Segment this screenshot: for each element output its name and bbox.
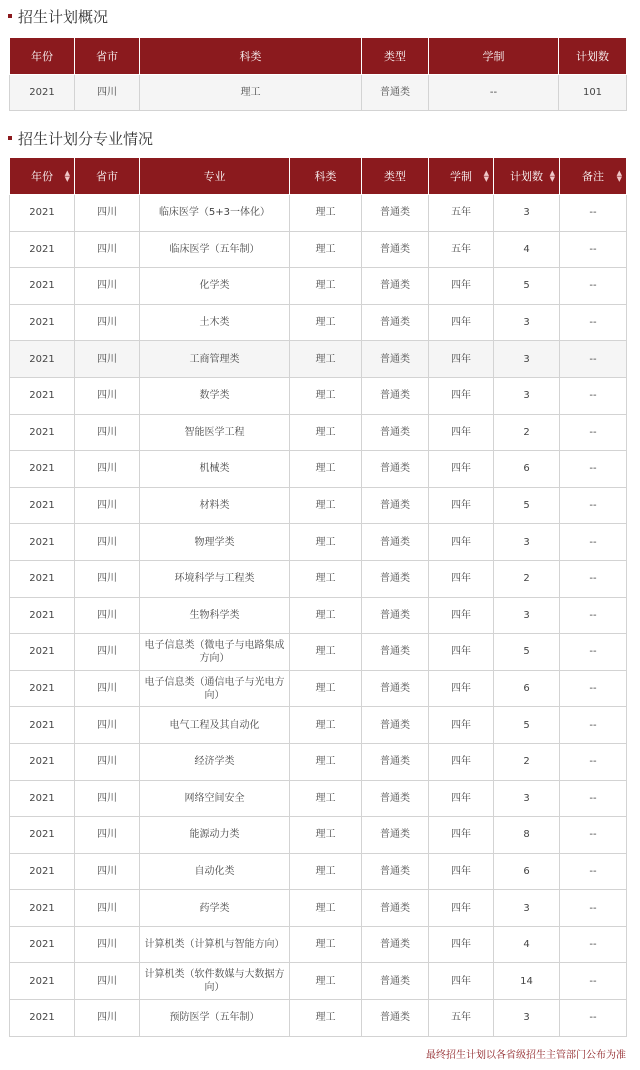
majors-header-plan-count-label: 计划数 xyxy=(510,170,543,183)
majors-header-row xyxy=(10,158,627,195)
table-row xyxy=(10,341,627,378)
table-row xyxy=(10,597,627,634)
table-row xyxy=(10,634,627,671)
cell-type: 普通类 xyxy=(362,268,429,305)
cell-type: 普通类 xyxy=(362,597,429,634)
table-row xyxy=(10,926,627,963)
table-row xyxy=(10,524,627,561)
cell-province: 四川 xyxy=(75,963,140,1000)
table-row xyxy=(10,560,627,597)
overview-section-title xyxy=(8,6,108,26)
cell-duration: 四年 xyxy=(429,268,494,305)
cell-type: 普通类 xyxy=(362,1000,429,1037)
cell-year: 2021 xyxy=(10,670,75,707)
table-row xyxy=(10,195,627,232)
overview-title-text: 招生计划概况 xyxy=(18,7,109,26)
cell-year: 2021 xyxy=(10,634,75,671)
cell-plan-count: 3 xyxy=(494,890,560,927)
cell-year: 2021 xyxy=(10,1000,75,1037)
cell-major: 经济学类 xyxy=(140,743,290,780)
cell-duration: 四年 xyxy=(429,341,494,378)
cell-year: 2021 xyxy=(10,926,75,963)
cell-year: 2021 xyxy=(10,560,75,597)
sort-arrows-icon[interactable]: ▲ ▼ xyxy=(549,169,555,183)
majors-header-province: 省市 xyxy=(75,158,140,195)
cell-plan-count: 14 xyxy=(494,963,560,1000)
cell-duration: 四年 xyxy=(429,853,494,890)
cell-subject: 理工 xyxy=(290,634,362,671)
sort-arrows-icon[interactable]: ▲ ▼ xyxy=(483,169,489,183)
cell-major: 能源动力类 xyxy=(140,817,290,854)
cell-type: 普通类 xyxy=(362,487,429,524)
overview-cell-subject: 理工 xyxy=(140,75,362,111)
cell-major: 土木类 xyxy=(140,304,290,341)
overview-header-year: 年份 xyxy=(10,38,75,75)
cell-note: -- xyxy=(560,634,627,671)
cell-major: 临床医学（5+3一体化） xyxy=(140,195,290,232)
cell-major: 计算机类（计算机与智能方向） xyxy=(140,926,290,963)
table-row xyxy=(10,670,627,707)
square-bullet-icon xyxy=(8,14,12,18)
cell-province: 四川 xyxy=(75,268,140,305)
cell-year: 2021 xyxy=(10,597,75,634)
cell-plan-count: 3 xyxy=(494,597,560,634)
table-row xyxy=(10,817,627,854)
overview-header-row xyxy=(10,38,627,75)
cell-plan-count: 5 xyxy=(494,487,560,524)
cell-province: 四川 xyxy=(75,195,140,232)
cell-duration: 四年 xyxy=(429,524,494,561)
overview-cell-type: 普通类 xyxy=(362,75,429,111)
cell-type: 普通类 xyxy=(362,304,429,341)
overview-header-type: 类型 xyxy=(362,38,429,75)
cell-type: 普通类 xyxy=(362,414,429,451)
cell-subject: 理工 xyxy=(290,231,362,268)
cell-type: 普通类 xyxy=(362,926,429,963)
table-row xyxy=(10,231,627,268)
cell-duration: 四年 xyxy=(429,304,494,341)
cell-note: -- xyxy=(560,963,627,1000)
cell-province: 四川 xyxy=(75,1000,140,1037)
cell-province: 四川 xyxy=(75,890,140,927)
sort-arrows-icon[interactable]: ▲ ▼ xyxy=(616,169,622,183)
majors-header-year-label: 年份 xyxy=(31,170,53,183)
overview-cell-province: 四川 xyxy=(75,75,140,111)
cell-major: 电子信息类（微电子与电路集成方向） xyxy=(140,634,290,671)
square-bullet-icon xyxy=(8,136,12,140)
cell-year: 2021 xyxy=(10,451,75,488)
cell-subject: 理工 xyxy=(290,890,362,927)
cell-province: 四川 xyxy=(75,487,140,524)
cell-subject: 理工 xyxy=(290,743,362,780)
cell-subject: 理工 xyxy=(290,853,362,890)
cell-year: 2021 xyxy=(10,524,75,561)
table-row xyxy=(10,707,627,744)
cell-plan-count: 3 xyxy=(494,195,560,232)
cell-year: 2021 xyxy=(10,268,75,305)
cell-subject: 理工 xyxy=(290,817,362,854)
majors-header-type: 类型 xyxy=(362,158,429,195)
table-row xyxy=(10,414,627,451)
cell-major: 智能医学工程 xyxy=(140,414,290,451)
cell-plan-count: 6 xyxy=(494,451,560,488)
cell-note: -- xyxy=(560,780,627,817)
table-row xyxy=(10,304,627,341)
table-row xyxy=(10,451,627,488)
cell-note: -- xyxy=(560,304,627,341)
cell-duration: 四年 xyxy=(429,670,494,707)
cell-subject: 理工 xyxy=(290,963,362,1000)
cell-year: 2021 xyxy=(10,817,75,854)
cell-note: -- xyxy=(560,597,627,634)
cell-subject: 理工 xyxy=(290,341,362,378)
cell-note: -- xyxy=(560,817,627,854)
table-row xyxy=(10,1000,627,1037)
table-row xyxy=(10,743,627,780)
cell-duration: 四年 xyxy=(429,597,494,634)
majors-header-subject: 科类 xyxy=(290,158,362,195)
majors-header-duration[interactable] xyxy=(429,158,494,195)
cell-note: -- xyxy=(560,487,627,524)
cell-year: 2021 xyxy=(10,231,75,268)
cell-type: 普通类 xyxy=(362,634,429,671)
cell-subject: 理工 xyxy=(290,560,362,597)
cell-plan-count: 2 xyxy=(494,414,560,451)
cell-major: 预防医学（五年制） xyxy=(140,1000,290,1037)
cell-note: -- xyxy=(560,560,627,597)
cell-province: 四川 xyxy=(75,524,140,561)
cell-subject: 理工 xyxy=(290,926,362,963)
cell-duration: 四年 xyxy=(429,414,494,451)
cell-duration: 五年 xyxy=(429,231,494,268)
cell-duration: 四年 xyxy=(429,560,494,597)
cell-year: 2021 xyxy=(10,963,75,1000)
cell-year: 2021 xyxy=(10,743,75,780)
cell-type: 普通类 xyxy=(362,377,429,414)
cell-plan-count: 8 xyxy=(494,817,560,854)
cell-subject: 理工 xyxy=(290,304,362,341)
cell-year: 2021 xyxy=(10,195,75,232)
cell-plan-count: 6 xyxy=(494,853,560,890)
cell-plan-count: 4 xyxy=(494,926,560,963)
majors-header-plan-count[interactable] xyxy=(494,158,560,195)
cell-major: 电子信息类（通信电子与光电方向） xyxy=(140,670,290,707)
cell-note: -- xyxy=(560,707,627,744)
cell-year: 2021 xyxy=(10,890,75,927)
cell-type: 普通类 xyxy=(362,853,429,890)
cell-major: 生物科学类 xyxy=(140,597,290,634)
majors-header-major: 专业 xyxy=(140,158,290,195)
cell-duration: 四年 xyxy=(429,743,494,780)
cell-note: -- xyxy=(560,1000,627,1037)
cell-note: -- xyxy=(560,377,627,414)
cell-province: 四川 xyxy=(75,926,140,963)
cell-province: 四川 xyxy=(75,231,140,268)
cell-year: 2021 xyxy=(10,707,75,744)
cell-subject: 理工 xyxy=(290,487,362,524)
cell-type: 普通类 xyxy=(362,195,429,232)
table-row xyxy=(10,487,627,524)
cell-major: 网络空间安全 xyxy=(140,780,290,817)
cell-note: -- xyxy=(560,926,627,963)
cell-subject: 理工 xyxy=(290,1000,362,1037)
majors-header-note-label: 备注 xyxy=(582,170,604,183)
cell-type: 普通类 xyxy=(362,817,429,854)
sort-arrows-icon[interactable]: ▲ ▼ xyxy=(64,169,70,183)
cell-plan-count: 3 xyxy=(494,524,560,561)
majors-table-body xyxy=(10,195,627,1037)
cell-plan-count: 5 xyxy=(494,268,560,305)
cell-major: 工商管理类 xyxy=(140,341,290,378)
cell-subject: 理工 xyxy=(290,268,362,305)
cell-duration: 五年 xyxy=(429,195,494,232)
cell-province: 四川 xyxy=(75,780,140,817)
cell-note: -- xyxy=(560,414,627,451)
cell-major: 化学类 xyxy=(140,268,290,305)
cell-duration: 五年 xyxy=(429,1000,494,1037)
cell-major: 计算机类（软件数媒与大数据方向） xyxy=(140,963,290,1000)
cell-plan-count: 3 xyxy=(494,341,560,378)
majors-header-note[interactable] xyxy=(560,158,627,195)
cell-note: -- xyxy=(560,890,627,927)
cell-subject: 理工 xyxy=(290,780,362,817)
cell-note: -- xyxy=(560,743,627,780)
cell-duration: 四年 xyxy=(429,817,494,854)
cell-major: 材料类 xyxy=(140,487,290,524)
cell-plan-count: 5 xyxy=(494,707,560,744)
cell-year: 2021 xyxy=(10,414,75,451)
cell-major: 数学类 xyxy=(140,377,290,414)
cell-subject: 理工 xyxy=(290,670,362,707)
cell-province: 四川 xyxy=(75,743,140,780)
cell-type: 普通类 xyxy=(362,524,429,561)
overview-cell-plan-count: 101 xyxy=(559,75,627,111)
cell-plan-count: 6 xyxy=(494,670,560,707)
majors-title-text: 招生计划分专业情况 xyxy=(18,129,154,148)
overview-header-duration: 学制 xyxy=(429,38,559,75)
cell-major: 临床医学（五年制） xyxy=(140,231,290,268)
cell-plan-count: 2 xyxy=(494,743,560,780)
cell-note: -- xyxy=(560,268,627,305)
majors-header-year[interactable] xyxy=(10,158,75,195)
cell-province: 四川 xyxy=(75,341,140,378)
majors-section-title xyxy=(8,128,153,148)
overview-cell-duration: -- xyxy=(429,75,559,111)
table-row xyxy=(10,853,627,890)
cell-duration: 四年 xyxy=(429,634,494,671)
cell-year: 2021 xyxy=(10,853,75,890)
table-row xyxy=(10,377,627,414)
cell-note: -- xyxy=(560,670,627,707)
cell-duration: 四年 xyxy=(429,926,494,963)
cell-province: 四川 xyxy=(75,377,140,414)
cell-duration: 四年 xyxy=(429,780,494,817)
cell-type: 普通类 xyxy=(362,780,429,817)
overview-header-subject: 科类 xyxy=(140,38,362,75)
cell-subject: 理工 xyxy=(290,524,362,561)
cell-province: 四川 xyxy=(75,707,140,744)
cell-plan-count: 4 xyxy=(494,231,560,268)
cell-year: 2021 xyxy=(10,780,75,817)
cell-major: 自动化类 xyxy=(140,853,290,890)
overview-cell-year: 2021 xyxy=(10,75,75,111)
cell-subject: 理工 xyxy=(290,597,362,634)
cell-type: 普通类 xyxy=(362,963,429,1000)
cell-year: 2021 xyxy=(10,377,75,414)
cell-province: 四川 xyxy=(75,817,140,854)
cell-province: 四川 xyxy=(75,597,140,634)
table-row xyxy=(10,780,627,817)
cell-major: 机械类 xyxy=(140,451,290,488)
majors-header-duration-label: 学制 xyxy=(450,170,472,183)
cell-province: 四川 xyxy=(75,560,140,597)
cell-major: 电气工程及其自动化 xyxy=(140,707,290,744)
cell-note: -- xyxy=(560,524,627,561)
table-row xyxy=(10,890,627,927)
cell-major: 物理学类 xyxy=(140,524,290,561)
majors-table xyxy=(9,157,627,1037)
cell-duration: 四年 xyxy=(429,487,494,524)
cell-note: -- xyxy=(560,341,627,378)
cell-note: -- xyxy=(560,451,627,488)
cell-type: 普通类 xyxy=(362,231,429,268)
cell-type: 普通类 xyxy=(362,890,429,927)
overview-header-province: 省市 xyxy=(75,38,140,75)
overview-table xyxy=(9,37,627,111)
cell-plan-count: 3 xyxy=(494,377,560,414)
cell-type: 普通类 xyxy=(362,451,429,488)
cell-province: 四川 xyxy=(75,414,140,451)
cell-province: 四川 xyxy=(75,451,140,488)
cell-province: 四川 xyxy=(75,670,140,707)
overview-row xyxy=(10,75,627,111)
cell-plan-count: 3 xyxy=(494,780,560,817)
cell-subject: 理工 xyxy=(290,377,362,414)
cell-subject: 理工 xyxy=(290,451,362,488)
cell-plan-count: 5 xyxy=(494,634,560,671)
cell-plan-count: 3 xyxy=(494,1000,560,1037)
cell-duration: 四年 xyxy=(429,707,494,744)
cell-province: 四川 xyxy=(75,304,140,341)
cell-major: 环境科学与工程类 xyxy=(140,560,290,597)
cell-type: 普通类 xyxy=(362,707,429,744)
cell-duration: 四年 xyxy=(429,451,494,488)
overview-header-plan-count: 计划数 xyxy=(559,38,627,75)
cell-type: 普通类 xyxy=(362,341,429,378)
cell-type: 普通类 xyxy=(362,670,429,707)
cell-subject: 理工 xyxy=(290,414,362,451)
cell-year: 2021 xyxy=(10,304,75,341)
cell-duration: 四年 xyxy=(429,963,494,1000)
cell-plan-count: 3 xyxy=(494,304,560,341)
cell-major: 药学类 xyxy=(140,890,290,927)
cell-province: 四川 xyxy=(75,634,140,671)
cell-subject: 理工 xyxy=(290,707,362,744)
footnote: 最终招生计划以各省级招生主管部门公布为准 xyxy=(426,1050,626,1061)
cell-note: -- xyxy=(560,853,627,890)
cell-note: -- xyxy=(560,195,627,232)
table-row xyxy=(10,268,627,305)
cell-duration: 四年 xyxy=(429,377,494,414)
table-row xyxy=(10,963,627,1000)
cell-subject: 理工 xyxy=(290,195,362,232)
cell-year: 2021 xyxy=(10,341,75,378)
cell-province: 四川 xyxy=(75,853,140,890)
cell-type: 普通类 xyxy=(362,560,429,597)
cell-duration: 四年 xyxy=(429,890,494,927)
cell-year: 2021 xyxy=(10,487,75,524)
cell-type: 普通类 xyxy=(362,743,429,780)
cell-plan-count: 2 xyxy=(494,560,560,597)
cell-note: -- xyxy=(560,231,627,268)
